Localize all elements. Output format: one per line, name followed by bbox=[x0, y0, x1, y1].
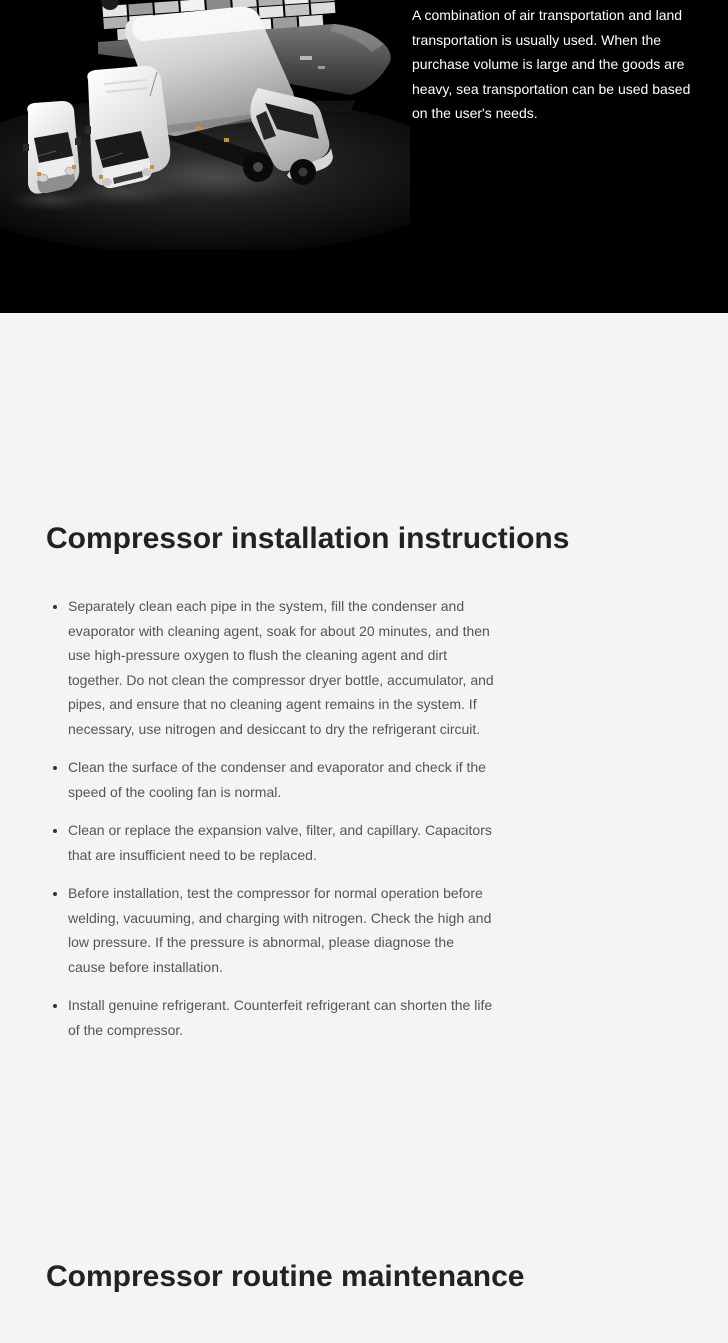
delivery-fleet-and-cargo-ship-illustration bbox=[0, 0, 410, 250]
section-title-maintenance: Compressor routine maintenance bbox=[46, 1260, 525, 1293]
list-item: • Before installation, test the compressor for normal operation before welding, vacuuming, and charging with nitrogen. Check the high and low pressure. If the pressure is abnormal, please diagnose the cause before installation. bbox=[68, 881, 494, 979]
installation-instructions-list bbox=[46, 594, 494, 1042]
list-item: • Install genuine refrigerant. Counterfeit refrigerant can shorten the life of the compressor. bbox=[68, 993, 494, 1042]
section-title-installation: Compressor installation instructions bbox=[46, 522, 570, 555]
hero-banner bbox=[0, 0, 728, 313]
list-item: • Separately clean each pipe in the system, fill the condenser and evaporator with cleaning agent, soak for about 20 minutes, and then use high-pressure oxygen to flush the cleaning agent and dirt together. Do not clean the compressor dryer bottle, accumulator, and pipes, and ensure that no cleaning agent remains in the system. If necessary, use nitrogen and desiccant to dry the refrigerant circuit. bbox=[68, 594, 494, 741]
list-item: • Clean the surface of the condenser and evaporator and check if the speed of the cooling fan is normal. bbox=[68, 755, 494, 804]
banner-description: A combination of air transportation and land transportation is usually used. When the purchase volume is large and the goods are heavy, sea transportation can be used based on the user's needs. bbox=[412, 7, 691, 122]
list-item: • Clean or replace the expansion valve, filter, and capillary. Capacitors that are insufficient need to be replaced. bbox=[68, 818, 494, 867]
main-content bbox=[0, 313, 728, 1294]
